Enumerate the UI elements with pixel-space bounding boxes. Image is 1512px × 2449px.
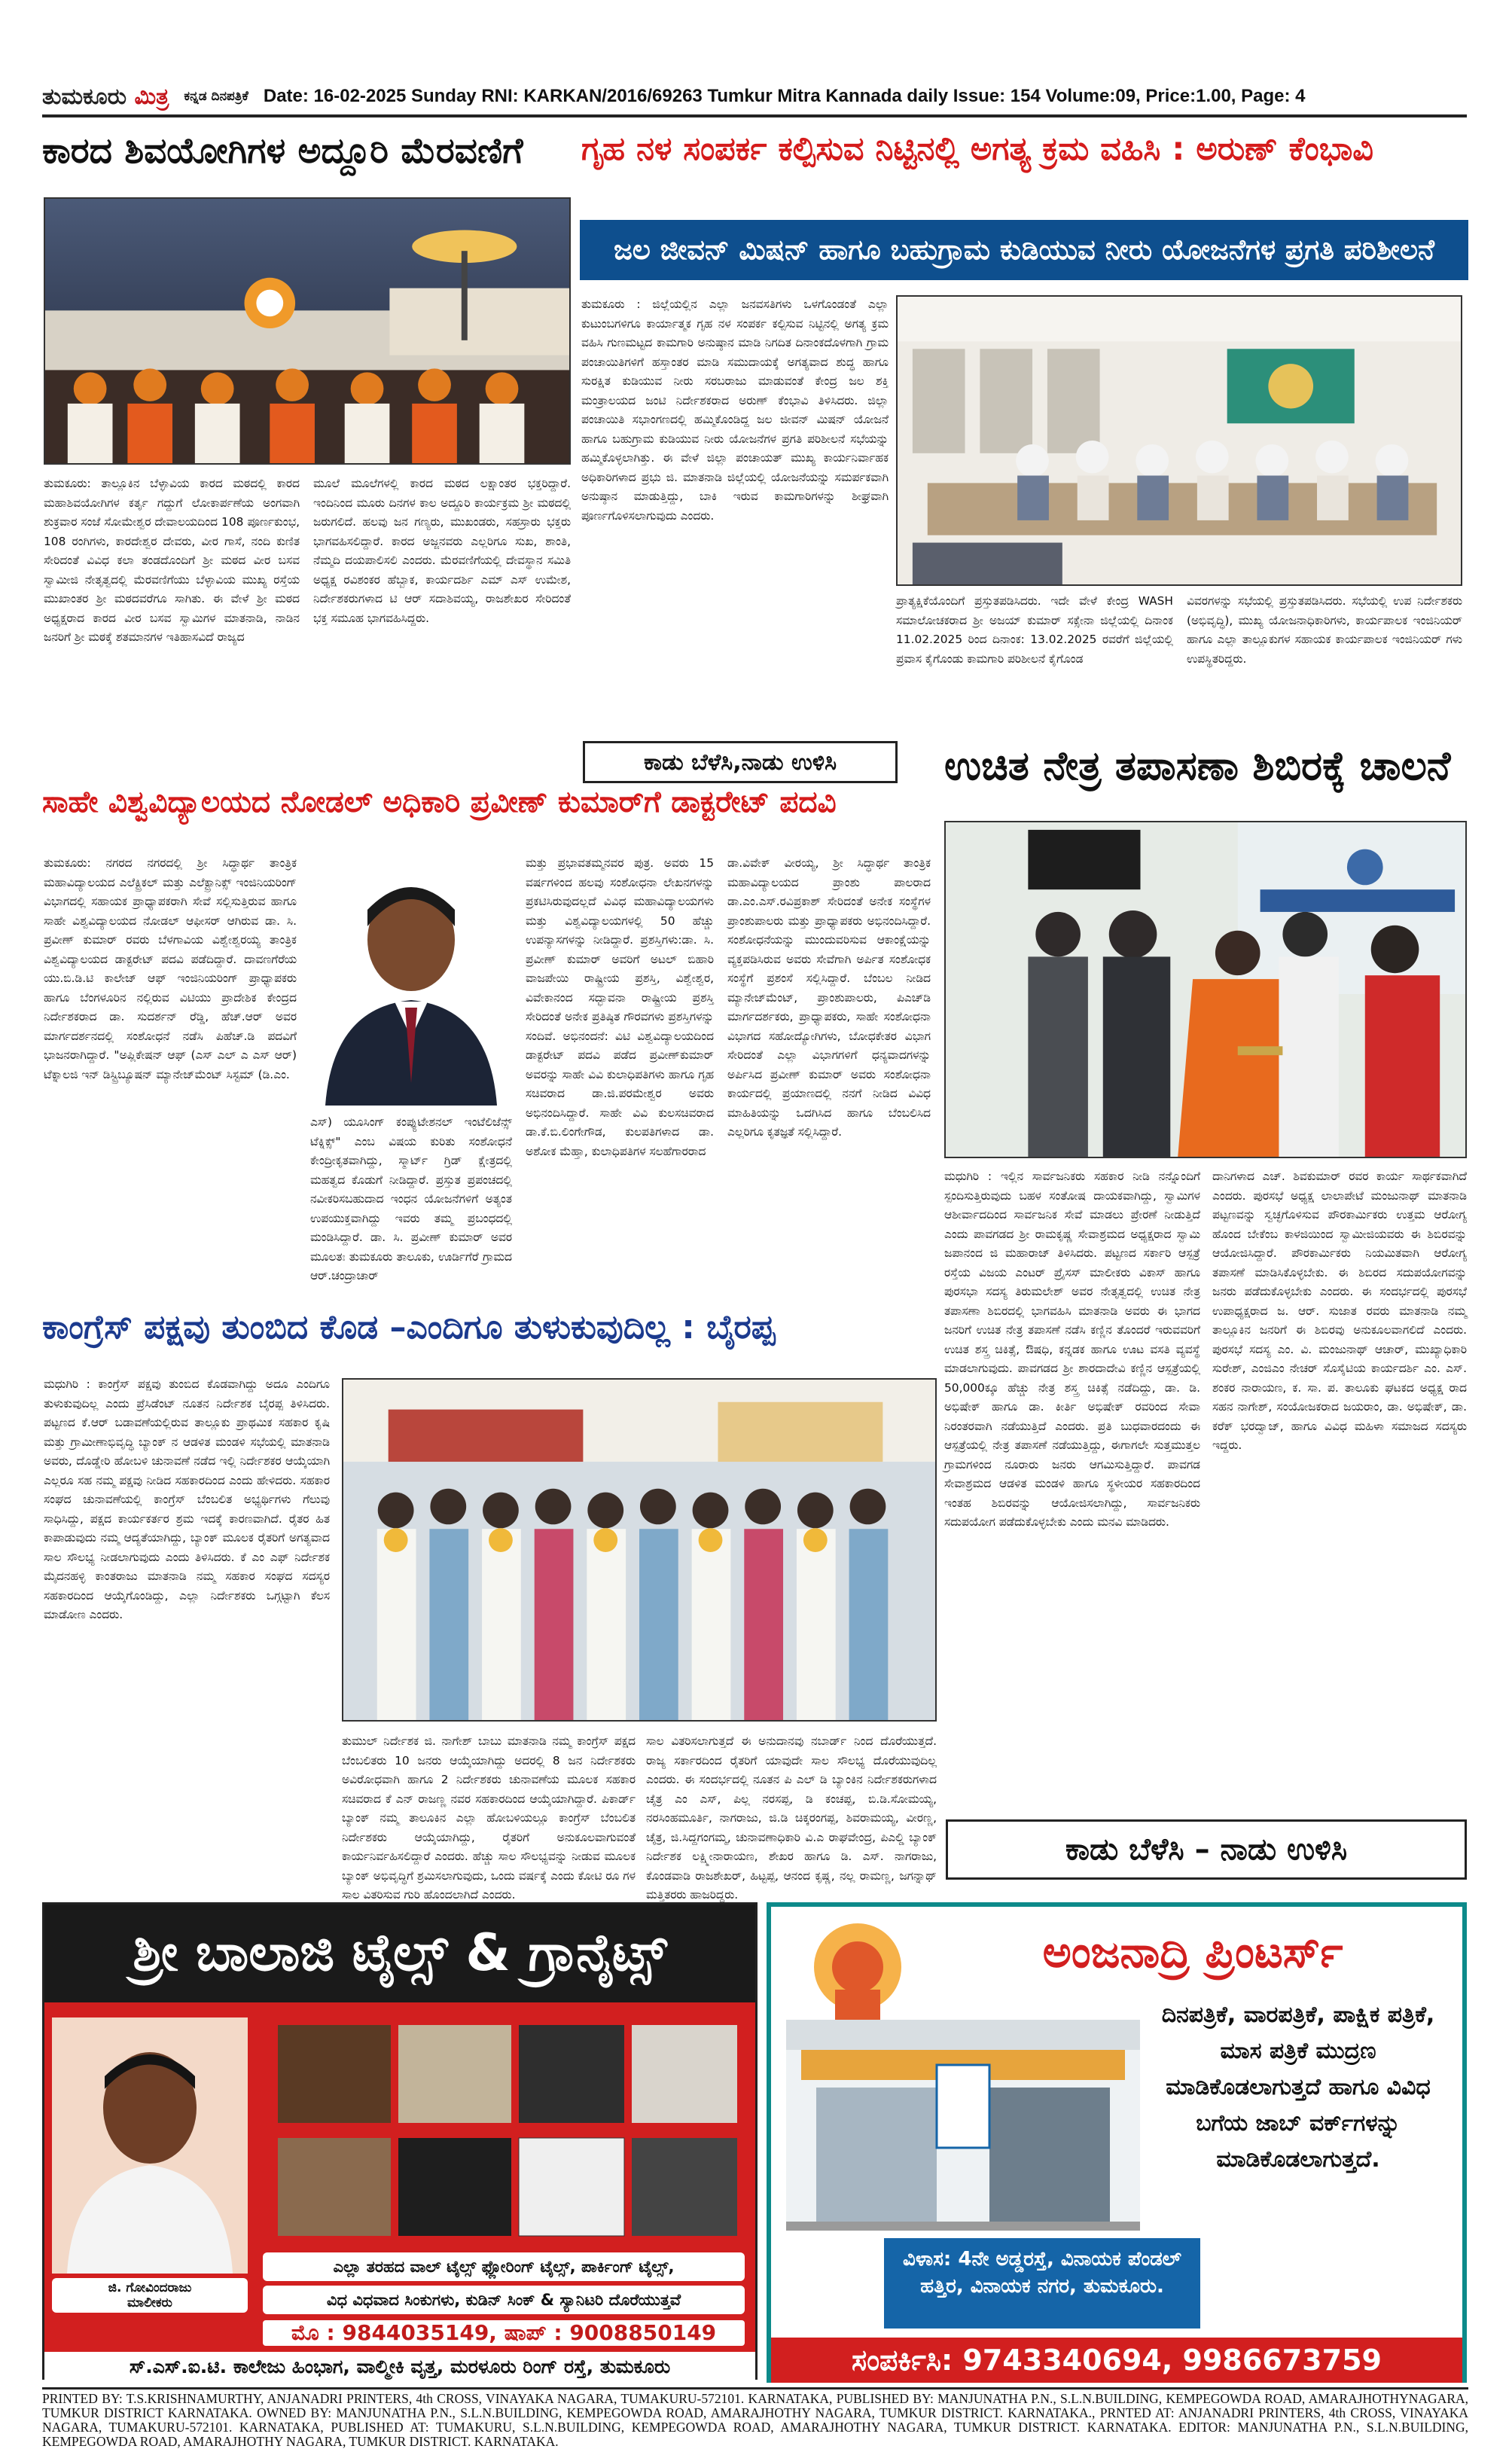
footer-imprint: PRINTED BY: T.S.KRISHNAMURTHY, ANJANADRI PRINTERS, 4th CROSS, VINAYAKA NAGARA, TUMAKURU-572101. KARNATAKA, PUBLISHED BY: MANJUNATHA P.N., S.L.N.BUILDING, KEMPEGOWDA ROAD, AMARAJHOTHYNAGARA, TUMKUR DISTRICT KARNATAKA. OWNED BY: MANJUNATHA P.N., S.L.N.BUILDING, KEMPEGOWDA ROAD, AMARAJHOTHY NAGARA, TUMKUR DISTRICT. KARNATAKA., PRNTED AT: ANJANADRI PRINTERS, 4th CROSS, VINAYAKA NAGARA, TUMAKURU-572101. KARNATAKA, PUBLISHED AT: TUMAKURU, S.L.N.BUILDING, KEMPEGOWDA ROAD, AMARAJHOTHY NAGARA, TUMKUR DISTRICT. KARNATAKA. EDITOR: MANJUNATHA P.N., S.L.N.BUILDING, KEMPEGOWDA ROAD, AMARAJHOTHY NAGARA, TUMKUR DISTRICT. KARNATAKA. (42, 2391, 1468, 2449)
story4-col3: ಮತ್ತು ಪ್ರಭಾವತಮ್ಮನವರ ಪುತ್ರ. ಅವರು 15 ವರ್ಷಗಳಿಂದ ಹಲವು ಸಂಶೋಧನಾ ಲೇಖನಗಳನ್ನು ಪ್ರಕಟಿಸಿರುವುದಲ್ಲದೆ ವಿವಿಧ ಮಹಾವಿದ್ಯಾಲಯಗಳು ಮತ್ತು ವಿಶ್ವವಿದ್ಯಾಲಯಗಳಲ್ಲಿ 50 ಹೆಚ್ಚು ಉಪನ್ಯಾಸಗಳನ್ನು ನೀಡಿದ್ದಾರೆ. ಪ್ರಶಸ್ತಿಗಳು:ಡಾ. ಸಿ. ಪ್ರವೀಣ್ ಕುಮಾರ್ ಅವರಿಗೆ ಅಟಲ್ ಬಿಹಾರಿ ವಾಜಪೇಯಿ ರಾಷ್ಟ್ರೀಯ ಪ್ರಶಸ್ತಿ, ವಿಶ್ವೇಶ್ವರ, ವಿವೇಕಾನಂದ ಸದ್ಭಾವನಾ ರಾಷ್ಟ್ರೀಯ ಪ್ರಶಸ್ತಿ ಸೇರಿದಂತೆ ಅನೇಕ ಪ್ರತಿಷ್ಠಿತ ಗೌರವಗಳು ಪ್ರಶಸ್ತಿಗಳನ್ನು ಸಂದಿವೆ. ಅಭಿನಂದನೆ: ವಿಟಿ ವಿಶ್ವವಿದ್ಯಾಲಯದಿಂದ ಡಾಕ್ಟರೇಟ್ ಪದವಿ ಪಡೆದ ಪ್ರವೀಣ್‌ಕುಮಾರ್ ಅವರನ್ನು ಸಾಹೇ ವಿವಿ ಕುಲಾಧಿಪತಿಗಳು ಹಾಗೂ ಗೃಹ ಸಚಿವರಾದ ಡಾ.ಜಿ.ಪರಮೇಶ್ವರ ಅವರು ಅಭಿನಂದಿಸಿದ್ದಾರೆ. ಸಾಹೇ ವಿವಿ ಕುಲಸಚಿವರಾದ ಡಾ.ಕೆ.ಬಿ.ಲಿಂಗೇಗೌಡ, ಕುಲಪತಿಗಳಾದ ಡಾ. ಅಶೋಕ ಮೆಹ್ತಾ, ಕುಲಾಧಿಪತಿಗಳ ಸಲಹೆಗಾರರಾದ (526, 856, 714, 1158)
ad-balaji-title: ಶ್ರೀ ಬಾಲಾಜಿ ಟೈಲ್ಸ್ & ಗ್ರಾನೈಟ್ಸ್ (44, 1905, 755, 2002)
ad-anjanadri-services: ದಿನಪತ್ರಿಕೆ, ವಾರಪತ್ರಿಕೆ, ಪಾಕ್ಷಿಕ ಪತ್ರಿಕೆ, ಮಾಸ ಪತ್ರಿಕೆ ಮುದ್ರಣ ಮಾಡಿಕೊಡಲಾಗುತ್ತದೆ ಹಾಗೂ ವಿವಿಧ ಬಗೆಯ ಜಾಬ್ ವರ್ಕ್‌ಗಳನ್ನು ಮಾಡಿಕೊಡಲಾಗುತ್ತದೆ. (1161, 2002, 1435, 2173)
story2-photo (896, 295, 1462, 586)
ad-balaji-address: ಸ್.ಎಸ್.ಐ.ಟಿ. ಕಾಲೇಜು ಹಿಂಭಾಗ, ವಾಲ್ಮೀಕಿ ವೃತ್ತ, ಮರಳೂರು ರಿಂಗ್ ರಸ್ತೆ, ತುಮಕೂರು (44, 2352, 755, 2382)
story4-col2: ಎಸ್) ಯೂಸಿಂಗ್ ಕಂಪ್ಯುಟೇಶನಲ್ ಇಂಟೆಲಿಜೆನ್ಸ್ ಟೆಕ್ನಿಕ್ಸ್" ಎಂಬ ವಿಷಯ ಕುರಿತು ಸಂಶೋಧನೆ ಕೇಂದ್ರೀಕೃತವಾಗಿದ್ದು, ಸ್ಮಾರ್ಟ್ ಗ್ರಿಡ್ ಕ್ಷೇತ್ರದಲ್ಲಿ ಮಹತ್ವದ ಕೊಡುಗೆ ನೀಡಿದ್ದಾರೆ. ಪ್ರಸ್ತುತ ಪ್ರಪಂಚದಲ್ಲಿ ನವೀಕರಿಸಬಹುದಾದ ಇಂಧನ ಯೋಜನೆಗಳಿಗೆ ಅತ್ಯಂತ ಉಪಯುಕ್ತವಾಗಿದ್ದು ಇವರು ತಮ್ಮ ಪ್ರಬಂಧದಲ್ಲಿ ಮಂಡಿಸಿದ್ದಾರೆ. ಡಾ. ಸಿ. ಪ್ರವೀಣ್ ಕುಮಾರ್ ಅವರ ಮೂಲತಃ ತುಮಕೂರು ತಾಲೂಕು, ಊರ್ಡಿಗೆರೆ ಗ್ರಾಮದ ಆರ್.ಚಂದ್ರಾಚಾರ್ (310, 1115, 512, 1282)
story4-portrait (310, 857, 512, 1106)
ad-balaji-line2: ವಿಧ ವಿಧವಾದ ಸಿಂಕುಗಳು, ಕುಡಿನ್ ಸಿಂಕ್ & ಸ್ಯಾನಿಟರಿ ದೊರೆಯುತ್ತವೆ (263, 2286, 745, 2314)
masthead-subtitle: ಕನ್ನಡ ದಿನಪತ್ರಿಕೆ (184, 89, 248, 104)
masthead-logo: ತುಮಕೂರು ಮಿತ್ರ (42, 83, 169, 110)
story5-photo (342, 1378, 937, 1722)
story1-photo (44, 197, 571, 465)
story5-col3: ಸಾಲ ವಿತರಿಸಲಾಗುತ್ತದೆ ಈ ಅನುದಾನವು ನಬಾರ್ಡ್ ನಿಂದ ದೊರೆಯುತ್ತದೆ. ರಾಜ್ಯ ಸರ್ಕಾರದಿಂದ ರೈತರಿಗೆ ಯಾವುದೇ ಸಾಲ ಸೌಲಭ್ಯ ದೊರೆಯುವುದಿಲ್ಲ ಎಂದರು. ಈ ಸಂದರ್ಭದಲ್ಲಿ ನೂತನ ಪಿ ಎಲ್ ಡಿ ಬ್ಯಾಂಕಿನ ನಿರ್ದೇಶಕರುಗಳಾದ ಚೈತ್ರ ಎಂ ಎಸ್, ಪಿಲ್ಲ ನರಸಪ್ಪ, ಡಿ ಕಂಚಪ್ಪ, ಬಿ.ಡಿ.ಸೋಮಯ್ಯ, ನರಸಿಂಹಮೂರ್ತಿ, ನಾಗರಾಜು, ಜಿ.ಡಿ ಚಿಕ್ಕರಂಗಪ್ಪ, ಶಿವರಾಮಯ್ಯ, ವೀರಣ್ಣ, ಚೈತ್ರ, ಜಿ.ಸಿದ್ದಗಂಗಮ್ಮ, ಚುನಾವಣಾಧಿಕಾರಿ ವಿ.ಎ ರಾಘವೇಂದ್ರ, ಪಿಎಲ್ಡಿ ಬ್ಯಾಂಕ್ ನಿರ್ದೇಶಕ ಲಕ್ಷ್ಮೀನಾರಾಯಣ, ಶೇಖರ ಹಾಗೂ ಡಿ. ಎಸ್. ನಾಗರಾಜು, ಕೊಂಡವಾಡಿ ರಾಜಶೇಖರ್, ಹಿಟ್ಟಪ್ಪ, ಆನಂದ ಕೃಷ್ಣ, ನಲ್ಲ ರಾಮಣ್ಣ, ಜಗನ್ನಾಥ್ ಮತ್ತಿತರರು ಹಾಜರಿದ್ದರು. (646, 1734, 937, 1902)
ad-balaji-owner-name-text: ಜಿ. ಗೋವಿಂದರಾಜು (108, 2280, 192, 2295)
story1-body-right: ಮೂಲೆ ಮೂಲೆಗಳಲ್ಲಿ ಕಾರದ ಮಠದ ಲಕ್ಷಾಂತರ ಭಕ್ತರಿದ್ದಾರೆ. ಇಂದಿನಿಂದ ಮೂರು ದಿನಗಳ ಕಾಲ ಅದ್ದೂರಿ ಕಾರ್ಯಕ್ರಮ ಶ್ರೀ ಮಠದಲ್ಲಿ ಜರುಗಲಿದೆ. ಹಲವು ಜನ ಗಣ್ಯರು, ಮುಖಂಡರು, ಸಹಸ್ರಾರು ಭಕ್ತರು ಭಾಗವಹಿಸಲಿದ್ದಾರೆ. ಕಾರದ ಅಜ್ಜನವರು ಎಲ್ಲರಿಗೂ ಸುಖ, ಶಾಂತಿ, ನೆಮ್ಮದಿ ದಯಪಾಲಿಸಲಿ ಎಂದರು. ಮೆರವಣಿಗೆಯಲ್ಲಿ ದೇವಸ್ಥಾನ ಸಮಿತಿ ಅಧ್ಯಕ್ಷ ರವಿಶಂಕರ ಹೆಬ್ಬಾಕ, ಕಾರ್ಯದರ್ಶಿ ಎಮ್ ಎಸ್ ಉಮೇಶ, ನಿರ್ದೇಶಕರುಗಳಾದ ಟಿ ಆರ್ ಸದಾಶಿವಯ್ಯ, ರಾಜಶೇಖರ ಸೇರಿದಂತೆ ಭಕ್ತ ಸಮೂಹ ಭಾಗವಹಿಸಿದ್ದರು. (313, 477, 571, 625)
ad-anjanadri-shop-photo (786, 2020, 1140, 2231)
story2-headline: ಗೃಹ ನಳ ಸಂಪರ್ಕ ಕಲ್ಪಿಸುವ ನಿಟ್ಟಿನಲ್ಲಿ ಅಗತ್ಯ ಕ್ರಮ ವಹಿಸಿ : ಅರುಣ್ ಕೆಂಭಾವಿ (581, 130, 1374, 168)
story4-headline: ಸಾಹೇ ವಿಶ್ವವಿದ್ಯಾಲಯದ ನೋಡಲ್ ಅಧಿಕಾರಿ ಪ್ರವೀಣ್ ಕುಮಾರ್‌ಗೆ ಡಾಕ್ಟರೇಟ್ ಪದವಿ (42, 785, 837, 819)
ad-balaji-products (270, 2017, 745, 2243)
ad-balaji-owner-photo (52, 2017, 248, 2274)
story3-body-left: ಮಧುಗಿರಿ : ಇಲ್ಲಿನ ಸಾರ್ವಜನಿಕರು ಸಹಕಾರ ನೀಡಿ ನನ್ನೊಂದಿಗೆ ಸ್ಪಂದಿಸುತ್ತಿರುವುದು ಬಹಳ ಸಂತೋಷ ದಾಯಕವಾಗಿದ್ದು, ಸ್ವಾಮಿಗಳ ಆಶೀರ್ವಾದದಿಂದ ಸಾರ್ವಜನಿಕ ಸೇವೆ ಮಾಡಲು ಪ್ರೇರಣೆ ನೀಡುತ್ತಿದೆ ಎಂದು ಪಾವಗಡದ ಶ್ರೀ ರಾಮಕೃಷ್ಣ ಸೇವಾಶ್ರಮದ ಅಧ್ಯಕ್ಷರಾದ ಸ್ವಾಮಿ ಜಪಾನಂದ ಜಿ ಮಹಾರಾಜ್ ತಿಳಿಸಿದರು. ಪಟ್ಟಣದ ಸರ್ಕಾರಿ ಆಸ್ಪತ್ರೆ ರಸ್ತೆಯ ವಿಜಯ ಎಂಟರ್ ಪ್ರೈಸಸ್ ಮಾಲೀಕರು ವಿಕಾಸ್ ಹಾಗೂ ಪುರಸಭಾ ಸದಸ್ಯ ತಿರುಮಲೇಶ್ ಅವರ ನೇತೃತ್ವದಲ್ಲಿ ಉಚಿತ ನೇತ್ರ ತಪಾಸಣಾ ಶಿಬಿರದಲ್ಲಿ ಭಾಗವಹಿಸಿ ಮಾತನಾಡಿ ಅವರು ಈ ಭಾಗದ ಜನರಿಗೆ ಉಚಿತ ನೇತ್ರ ತಪಾಸಣೆ ನಡೆಸಿ ಕಣ್ಣಿನ ತೊಂದರೆ ಇರುವವರಿಗೆ ಉಚಿತ ಶಸ್ತ್ರ ಚಿಕಿತ್ಸೆ, ಔಷಧಿ, ಕನ್ನಡಕ ಹಾಗೂ ಊಟ ವಸತಿ ವ್ಯವಸ್ಥೆ ಮಾಡಲಾಗುವುದು. ಪಾವಗಡದ ಶ್ರೀ ಶಾರದಾದೇವಿ ಕಣ್ಣಿನ ಆಸ್ಪತ್ರೆಯಲ್ಲಿ 50,000ಕ್ಕೂ ಹೆಚ್ಚು ನೇತ್ರ ಶಸ್ತ್ರ ಚಿಕಿತ್ಸೆ ನಡೆದಿದ್ದು, ಡಾ. ಡಿ. ಅಭಿಷೇಕ್ ಹಾಗೂ ಡಾ. ಕೀರ್ತಿ ಅಭಿಷೇಕ್ ರವರಿಂದ ಸೇವಾ ನಿರಂತರವಾಗಿ ನಡೆಯುತ್ತಿದೆ ಎಂದರು. ಪ್ರತಿ ಬುಧವಾರದಂದು ಈ ಆಸ್ಪತ್ರೆಯಲ್ಲಿ ನೇತ್ರ ತಪಾಸಣೆ ನಡೆಯುತ್ತಿದ್ದು, ಈಗಾಗಲೇ ಸುತ್ತಮುತ್ತಲ ಗ್ರಾಮಗಳಿಂದ ನೂರಾರು ಜನರು ಆಗಮಿಸುತ್ತಿದ್ದಾರೆ. ಪಾವಗಡ ಸೇವಾಶ್ರಮದ ಆಡಳಿತ ಮಂಡಳಿ ಹಾಗೂ ಸ್ಥಳೀಯರ ಸಹಕಾರದಿಂದ ಇಂತಹ ಶಿಬಿರವನ್ನು ಆಯೋಜಿಸಲಾಗಿದ್ದು, ಸಾರ್ವಜನಿಕರು ಸದುಪಯೋಗ ಪಡೆದುಕೊಳ್ಳಬೇಕು ಎಂದು ಮನವಿ ಮಾಡಿದರು. (944, 1170, 1200, 1529)
story5-col2: ತುಮುಲ್ ನಿರ್ದೇಶಕ ಜಿ. ನಾಗೇಶ್ ಬಾಬು ಮಾತನಾಡಿ ನಮ್ಮ ಕಾಂಗ್ರೆಸ್ ಪಕ್ಷದ ಬೆಂಬಲಿತರು 10 ಜನರು ಆಯ್ಕೆಯಾಗಿದ್ದು ಅದರಲ್ಲಿ 8 ಜನ ನಿರ್ದೇಶಕರು ಅವಿರೋಧವಾಗಿ ಹಾಗೂ 2 ನಿರ್ದೇಶಕರು ಚುನಾವಣೆಯ ಮೂಲಕ ಸಹಕಾರ ಸಚಿವರಾದ ಕೆ ಎನ್ ರಾಜಣ್ಣ ನವರ ಸಹಕಾರದಿಂದ ಆಯ್ಕೆಯಾಗಿದ್ದಾರೆ. ಪಿಕಾರ್ಡ್ ಬ್ಯಾಂಕ್ ನಮ್ಮ ತಾಲೂಕಿನ ಎಲ್ಲಾ ಹೋಬಳಿಯಲ್ಲೂ ಕಾಂಗ್ರೆಸ್ ಬೆಂಬಲಿತ ನಿರ್ದೇಶಕರು ಆಯ್ಕೆಯಾಗಿದ್ದು, ರೈತರಿಗೆ ಅನುಕೂಲವಾಗುವಂತೆ ಕಾರ್ಯನಿರ್ವಹಿಸಲಿದ್ದಾರೆ ಎಂದರು. ಹೆಚ್ಚು ಸಾಲ ಸೌಲಭ್ಯವನ್ನು ನೀಡುವ ಮೂಲಕ ಬ್ಯಾಂಕ್ ಅಭಿವೃದ್ಧಿಗೆ ಶ್ರಮಿಸಲಾಗುವುದು, ಒಂದು ವರ್ಷಕ್ಕೆ ಎಂದು ಕೋಟಿ ರೂ ಗಳ ಸಾಲ ವಿತರಿಸುವ ಗುರಿ ಹೊಂದಲಾಗಿದೆ ಎಂದರು. (342, 1734, 636, 1902)
ad-anjanadri-contact: ಸಂಪರ್ಕಿಸಿ: 9743340694, 9986673759 (771, 2338, 1462, 2383)
ad-balaji-tiles (42, 1902, 758, 2380)
masthead (42, 78, 1467, 117)
story2-subhead: ಜಲ ಜೀವನ್ ಮಿಷನ್ ಹಾಗೂ ಬಹುಗ್ರಾಮ ಕುಡಿಯುವ ನೀರು ಯೋಜನೆಗಳ ಪ್ರಗತಿ ಪರಿಶೀಲನೆ (580, 220, 1468, 280)
story2-body-mid: ಪ್ರಾತ್ಯಕ್ಷಿಕೆಯೊಂದಿಗೆ ಪ್ರಸ್ತುತಪಡಿಸಿದರು. ಇದೇ ವೇಳೆ ಕೇಂದ್ರ WASH ಸಮಾಲೋಚಕರಾದ ಶ್ರೀ ಅಜಯ್ ಕುಮಾರ್ ಸಕ್ಸೇನಾ ಜಿಲ್ಲೆಯಲ್ಲಿ ದಿನಾಂಕ 11.02.2025 ರಿಂದ ದಿನಾಂಕ: 13.02.2025 ರವರೆಗೆ ಜಿಲ್ಲೆಯಲ್ಲಿ ಪ್ರವಾಸ ಕೈಗೊಂಡು ಕಾಮಗಾರಿ ಪರಿಶೀಲನೆ ಕೈಗೊಂಡ (896, 594, 1173, 666)
ad-balaji-owner-role: ಮಾಲೀಕರು (127, 2295, 172, 2310)
story5-col1: ಮಧುಗಿರಿ : ಕಾಂಗ್ರೆಸ್ ಪಕ್ಷವು ತುಂಬಿದ ಕೊಡವಾಗಿದ್ದು ಅದೂ ಎಂದಿಗೂ ತುಳುಕುವುದಿಲ್ಲ ಎಂದು ಪ್ರೆಸಿಡೆಂಟ್ ನೂತನ ನಿರ್ದೇಶಕ ಬೈರಪ್ಪ ತಿಳಿಸಿದರು. ಪಟ್ಟಣದ ಕೆ.ಆರ್ ಬಡಾವಣೆಯಲ್ಲಿರುವ ತಾಲ್ಲೂಕು ಪ್ರಾಥಮಿಕ ಸಹಕಾರ ಕೃಷಿ ಮತ್ತು ಗ್ರಾಮೀಣಾಭಿವೃದ್ಧಿ ಬ್ಯಾಂಕ್ ನ ಆಡಳಿತ ಮಂಡಳಿ ಸಭೆಯಲ್ಲಿ ಮಾತನಾಡಿ ಅವರು, ದೊಡ್ಡೇರಿ ಹೋಬಳಿ ಚುನಾವಣೆ ನಡೆದ ಇಲ್ಲಿ ನಿರ್ದೇಶಕರ ಆಯ್ಕೆಯಾಗಿ ಎಲ್ಲರೂ ಸಹ ನಮ್ಮ ಪಕ್ಷವು ನೀಡಿದ ಸಹಕಾರದಿಂದ ಎಂದು ಹೇಳಿದರು. ಸಹಕಾರ ಸಂಘದ ಚುನಾವಣೆಯಲ್ಲಿ ಕಾಂಗ್ರೆಸ್ ಬೆಂಬಲಿತ ಅಭ್ಯರ್ಥಿಗಳು ಗೆಲುವು ಸಾಧಿಸಿದ್ದು, ಪಕ್ಷದ ಕಾರ್ಯಕರ್ತರ ಶ್ರಮ ಇದಕ್ಕೆ ಕಾರಣವಾಗಿದೆ. ರೈತರ ಹಿತ ಕಾಪಾಡುವುದು ನಮ್ಮ ಆದ್ಯತೆಯಾಗಿದ್ದು, ಬ್ಯಾಂಕ್ ಮೂಲಕ ರೈತರಿಗೆ ಅಗತ್ಯವಾದ ಸಾಲ ಸೌಲಭ್ಯ ನೀಡಲಾಗುವುದು ಎಂದು ತಿಳಿಸಿದರು. ಕೆ ಎಂ ಎಫ್ ನಿರ್ದೇಶಕ ಮೈದನಹಳ್ಳಿ ಕಾಂತರಾಜು ಮಾತನಾಡಿ ನಮ್ಮ ಸಹಕಾರ ಸಂಘದ ಸದಸ್ಯರ ಸಹಕಾರದಿಂದ ಆಯ್ಕೆಗೊಂಡಿದ್ದು, ಎಲ್ಲಾ ನಿರ್ದೇಶಕರು ಒಗ್ಗಟ್ಟಾಗಿ ಕೆಲಸ ಮಾಡೋಣ ಎಂದರು. (44, 1377, 330, 1621)
story1-headline: ಕಾರದ ಶಿವಯೋಗಿಗಳ ಅದ್ದೂರಿ ಮೆರವಣಿಗೆ (42, 130, 523, 172)
story2-body-right: ವಿವರಗಳನ್ನು ಸಭೆಯಲ್ಲಿ ಪ್ರಸ್ತುತಪಡಿಸಿದರು. ಸಭೆಯಲ್ಲಿ ಉಪ ನಿರ್ದೇಶಕರು (ಅಭಿವೃದ್ಧಿ), ಮುಖ್ಯ ಯೋಜನಾಧಿಕಾರಿಗಳು, ಕಾರ್ಯಪಾಲಕ ಇಂಜಿನಿಯರ್ ಹಾಗೂ ಎಲ್ಲಾ ತಾಲ್ಲೂಕುಗಳ ಸಹಾಯಕ ಕಾರ್ಯಪಾಲಕ ಇಂಜಿನಿಯರ್ ಗಳು ಉಪಸ್ಥಿತರಿದ್ದರು. (1187, 594, 1462, 666)
ad-anjanadri-location: ವಿಳಾಸ: 4ನೇ ಅಡ್ಡರಸ್ತೆ, ವಿನಾಯಕ ಪೆಂಡಲ್ ಹತ್ತಿರ, ವಿನಾಯಕ ನಗರ, ತುಮಕೂರು. (884, 2238, 1200, 2329)
ad-anjanadri-printers (767, 1902, 1467, 2383)
story2-body-left: ತುಮಕೂರು : ಜಿಲ್ಲೆಯಲ್ಲಿನ ಎಲ್ಲಾ ಜನವಸತಿಗಳು ಒಳಗೊಂಡಂತೆ ಎಲ್ಲಾ ಕುಟುಂಬಗಳಿಗೂ ಕಾರ್ಯಾತ್ಮಕ ಗೃಹ ನಳ ಸಂಪರ್ಕ ಕಲ್ಪಿಸುವ ನಿಟ್ಟಿನಲ್ಲಿ ಅಗತ್ಯ ಕ್ರಮ ವಹಿಸಿ ಗುಣಮಟ್ಟದ ಕಾಮಗಾರಿ ಅನುಷ್ಠಾನ ಮಾಡಿ ನಿಗದಿತ ದಿನಾಂಕದೊಳಗಾಗಿ ಗ್ರಾಮ ಪಂಚಾಯಿತಿಗಳಿಗೆ ಹಸ್ತಾಂತರ ಮಾಡಿ ಸಮುದಾಯಕ್ಕೆ ಅಗತ್ಯವಾದ ಶುದ್ಧ ಹಾಗೂ ಸುರಕ್ಷಿತ ಕುಡಿಯುವ ನೀರು ಸರಬರಾಜು ಮಾಡುವಂತೆ ಕೇಂದ್ರ ಜಲ ಶಕ್ತಿ ಮಂತ್ರಾಲಯದ ಜಂಟಿ ನಿರ್ದೇಶಕರಾದ ಅರುಣ್ ಕೆಂಭಾವಿ ತಿಳಿಸಿದರು. ಜಿಲ್ಲಾ ಪಂಚಾಯಿತಿ ಸಭಾಂಗಣದಲ್ಲಿ ಹಮ್ಮಿಕೊಂಡಿದ್ದ ಜಲ ಜೀವನ್ ಮಿಷನ್ ಯೋಜನೆ ಹಾಗೂ ಬಹುಗ್ರಾಮ ಕುಡಿಯುವ ನೀರು ಯೋಜನೆಗಳ ಪ್ರಗತಿ ಪರಿಶೀಲನೆ ಸಭೆಯನ್ನು ಹಮ್ಮಿಕೊಳ್ಳಲಾಗಿತ್ತು. ಈ ವೇಳೆ ಜಿಲ್ಲಾ ಪಂಚಾಯತ್ ಮುಖ್ಯ ಕಾರ್ಯನಿರ್ವಾಹಕ ಅಧಿಕಾರಿಗಳಾದ ಪ್ರಭು ಜಿ. ಮಾತನಾಡಿ ಜಿಲ್ಲೆಯಲ್ಲಿ ಯೋಜನೆಯನ್ನು ಸಮರ್ಪಕವಾಗಿ ಅನುಷ್ಠಾನ ಮಾಡುತ್ತಿದ್ದು, ಬಾಕಿ ಇರುವ ಕಾಮಗಾರಿಗಳನ್ನು ಶೀಘ್ರವಾಗಿ ಪೂರ್ಣಗೊಳಿಸಲಾಗುವುದು ಎಂದರು. (581, 297, 889, 523)
story5-headline: ಕಾಂಗ್ರೆಸ್ ಪಕ್ಷವು ತುಂಬಿದ ಕೊಡ –ಎಂದಿಗೂ ತುಳುಕುವುದಿಲ್ಲ : ಬೈರಪ್ಪ (42, 1308, 776, 1346)
footer-rule (42, 2387, 1468, 2390)
story3-body-right: ದಾನಿಗಳಾದ ಎಚ್. ಶಿವಕುಮಾರ್ ರವರ ಕಾರ್ಯ ಸಾರ್ಥಕವಾಗಿದೆ ಎಂದರು. ಪುರಸಭೆ ಅಧ್ಯಕ್ಷ ಲಾಲಾಪೇಟೆ ಮಂಜುನಾಥ್ ಮಾತನಾಡಿ ಪಟ್ಟಣವನ್ನು ಸ್ವಚ್ಛಗೊಳಿಸುವ ಪೌರಕಾರ್ಮಿಕರು ಉತ್ತಮ ಆರೋಗ್ಯ ಹೊಂದ ಬೇಕೆಂಬ ಕಾಳಜಿಯಿಂದ ಸ್ವಾಮೀಜಿಯವರು ಈ ಶಿಬಿರವನ್ನು ಆಯೋಜಿಸಿದ್ದಾರೆ. ಪೌರಕಾರ್ಮಿಕರು ನಿಯಮಿತವಾಗಿ ಆರೋಗ್ಯ ತಪಾಸಣೆ ಮಾಡಿಸಿಕೊಳ್ಳಬೇಕು. ಈ ಶಿಬಿರದ ಸದುಪಯೋಗವನ್ನು ಜನರು ಪಡೆದುಕೊಳ್ಳಬೇಕು ಎಂದರು. ಈ ಸಂದರ್ಭದಲ್ಲಿ ಪುರಸಭೆ ಉಪಾಧ್ಯಕ್ಷರಾದ ಜ. ಆರ್. ಸುಜಾತ ರವರು ಮಾತನಾಡಿ ನಮ್ಮ ತಾಲ್ಲೂಕಿನ ಜನರಿಗೆ ಈ ಶಿಬಿರವು ಅನುಕೂಲವಾಗಲಿದೆ ಎಂದರು. ಪುರಸಭೆ ಸದಸ್ಯ ಎಂ. ವಿ. ಮಂಜುನಾಥ್ ಆಚಾರ್, ಮುಖ್ಯಾಧಿಕಾರಿ ಸುರೇಶ್, ಎಂಜಿಎಂ ನೇಚರ್ ಸೊಸೈಟಿಯ ಕಾರ್ಯದರ್ಶಿ ಎಂ. ಎಸ್. ಶಂಕರ ನಾರಾಯಣ, ಕ. ಸಾ. ಪ. ತಾಲೂಕು ಘಟಕದ ಅಧ್ಯಕ್ಷ ರಾದ ಸಹನ ನಾಗೇಶ್, ಸಂಯೋಜಕರಾದ ಜಯರಾಂ, ಡಾ. ಅಭಿಷೇಕ್, ಡಾ. ಕರೆಕ್ ಭರದ್ವಾಜ್, ಹಾಗೂ ವಿವಿಧ ಮಹಿಳಾ ಸಮಾಜದ ಸದಸ್ಯರು ಇದ್ದರು. (1212, 1170, 1467, 1452)
story1-body-left: ತುಮಕೂರು: ತಾಲ್ಲೂಕಿನ ಬೆಳ್ಳಾವಿಯ ಕಾರದ ಮಠದಲ್ಲಿ ಕಾರದ ಮಹಾಶಿವಯೋಗಿಗಳ ಕರ್ತೃ ಗದ್ದುಗೆ ಲೋಕಾರ್ಪಣೆಯ ಅಂಗವಾಗಿ ಶುಕ್ರವಾರ ಸಂಜೆ ಸೋಮೇಶ್ವರ ದೇವಾಲಯದಿಂದ 108 ಪೂರ್ಣಕುಂಭ, 108 ರಂಗಿಗಳು, ಕಾರದೇಶ್ವರ ದೇವರು, ವೀರ ಗಾಸೆ, ನಂದಿ ಕುಣಿತ ಸೇರಿದಂತೆ ವಿವಿಧ ಕಲಾ ತಂಡದೊಂದಿಗೆ ಶ್ರೀ ಮಠದ ವೀರ ಬಸವ ಸ್ವಾಮೀಜಿ ನೇತೃತ್ವದಲ್ಲಿ ಮೆರವಣಿಗೆಯು ಬೆಳ್ಳಾವಿಯ ಮುಖ್ಯ ರಸ್ತೆಯ ಮುಖಾಂತರ ಶ್ರೀ ಮಠದವರೆಗೂ ಸಾಗಿತು. ಈ ವೇಳೆ ಶ್ರೀ ಮಠದ ಅಧ್ಯಕ್ಷರಾದ ಕಾರದ ವೀರ ಬಸವ ಸ್ವಾಮಿಗಳ ಮಾತನಾಡಿ, ನಾಡಿನ ಜನರಿಗೆ ಶ್ರೀ ಮಠಕ್ಕೆ ಶತಮಾನಗಳ ಇತಿಹಾಸವಿದೆ ರಾಜ್ಯದ (44, 477, 300, 644)
story3-photo (944, 821, 1467, 1158)
masthead-info: Date: 16-02-2025 Sunday RNI: KARKAN/2016/69263 Tumkur Mitra Kannada daily Issue: 154 Volume:09, Price:1.00, Page: 4 (263, 86, 1306, 106)
story4-col1: ತುಮಕೂರು: ನಗರದ ನಗರದಲ್ಲಿ ಶ್ರೀ ಸಿದ್ಧಾರ್ಥ ತಾಂತ್ರಿಕ ಮಹಾವಿದ್ಯಾಲಯದ ಎಲೆಕ್ಟ್ರಿಕಲ್ ಮತ್ತು ಎಲೆಕ್ಟ್ರಾನಿಕ್ಸ್ ಇಂಜಿನಿಯರಿಂಗ್ ವಿಭಾಗದಲ್ಲಿ ಸಹಾಯಕ ಪ್ರಾಧ್ಯಾಪಕರಾಗಿ ಸೇವೆ ಸಲ್ಲಿಸುತ್ತಿರುವ ಹಾಗೂ ಸಾಹೇ ವಿಶ್ವವಿದ್ಯಾಲಯದ ನೋಡಲ್ ಆಫೀಸರ್ ಆಗಿರುವ ಡಾ. ಸಿ. ಪ್ರವೀಣ್ ಕುಮಾರ್ ರವರು ಬೆಳಗಾವಿಯ ವಿಶ್ವೇಶ್ವರಯ್ಯ ತಾಂತ್ರಿಕ ವಿಶ್ವವಿದ್ಯಾಲಯದ ಡಾಕ್ಟರೇಟ್ ಪದವಿ ಪಡೆದಿದ್ದಾರೆ. ದಾವಣಗೆರೆಯ ಯು.ಬಿ.ಡಿ.ಟಿ ಕಾಲೇಜ್ ಆಫ್ ಇಂಜಿನಿಯರಿಂಗ್ ಪ್ರಾಧ್ಯಾಪಕರು ಹಾಗೂ ಬೆಂಗಳೂರಿನ ನಲ್ಲಿರುವ ವಿಟಿಯು ಪ್ರಾದೇಶಿಕ ಕೇಂದ್ರದ ನಿರ್ದೇಶಕರಾದ ಡಾ. ಸುದರ್ಶನ್ ರೆಡ್ಡಿ, ಹೆಚ್.ಆರ್ ಅವರ ಮಾರ್ಗದರ್ಶನದಲ್ಲಿ ಸಂಶೋಧನೆ ನಡೆಸಿ ಪಿಹೆಚ್.ಡಿ ಪದವಿಗೆ ಭಾಜನರಾಗಿದ್ದಾರೆ. "ಅಪ್ಲಿಕೇಷನ್ ಆಫ್ (ಎಸ್ ಎಲ್ ಎ ಎಸ್ ಆರ್) ಟೆಕ್ನಾಲಜಿ ಇನ್ ಡಿಸ್ಟ್ರಿಬ್ಯೂಷನ್ ಮ್ಯಾನೇಜ್‌ಮೆಂಟ್ ಸಿಸ್ಟಮ್ (ಡಿ.ಎಂ. (44, 856, 297, 1081)
story4-col4: ಡಾ.ವಿವೇಕ್ ವೀರಯ್ಯ, ಶ್ರೀ ಸಿದ್ಧಾರ್ಥ ತಾಂತ್ರಿಕ ಮಹಾವಿದ್ಯಾಲಯದ ಪ್ರಾಂಶು ಪಾಲರಾದ ಡಾ.ಎಂ.ಎಸ್.ರವಿಪ್ರಕಾಶ್ ಸೇರಿದಂತೆ ಅನೇಕ ಸಂಸ್ಥೆಗಳ ಪ್ರಾಂಶುಪಾಲರು ಮತ್ತು ಪ್ರಾಧ್ಯಾಪಕರು ಅಭಿನಂದಿಸಿದ್ದಾರೆ. ಸಂಶೋಧನೆಯನ್ನು ಮುಂದುವರಿಸುವ ಆಕಾಂಕ್ಷೆಯನ್ನು ವ್ಯಕ್ತಪಡಿಸಿರುವ ಅವರು ಸೇವೆಗಾಗಿ ಅರ್ಪಿತ ಸಂಶೋಧಕ ಸಂಸ್ಥೆಗೆ ಪ್ರಶಂಸೆ ಸಲ್ಲಿಸಿದ್ದಾರೆ. ಬೆಂಬಲ ನೀಡಿದ ಮ್ಯಾನೇಜ್‌ಮೆಂಟ್, ಪ್ರಾಂಶುಪಾಲರು, ಪಿಎಚ್‌ಡಿ ಮಾರ್ಗದರ್ಶಕರು, ಪ್ರಾಧ್ಯಾಪಕರು, ಸಾಹೇ ಸಂಶೋಧನಾ ವಿಭಾಗದ ಸಹೋದ್ಯೋಗಿಗಳು, ಬೋಧಕೇತರ ವಿಭಾಗ ಸೇರಿದಂತೆ ಎಲ್ಲಾ ವಿಭಾಗಗಳಿಗೆ ಧನ್ಯವಾದಗಳನ್ನು ಅರ್ಪಿಸಿದ ಪ್ರವೀಣ್ ಕುಮಾರ್ ಅವರು ಸಂಶೋಧನಾ ಕಾರ್ಯದಲ್ಲಿ ಪ್ರಯಾಣದಲ್ಲಿ ನನಗೆ ನೀಡಿದ ವಿವಿಧ ಮಾಹಿತಿಯನ್ನು ಒದಗಿಸಿದ ಹಾಗೂ ಬೆಂಬಲಿಸಿದ ಎಲ್ಲರಿಗೂ ಕೃತಜ್ಞತೆ ಸಲ್ಲಿಸಿದ್ದಾರೆ. (727, 856, 931, 1139)
slogan-top: ಕಾಡು ಬೆಳೆಸಿ,ನಾಡು ಉಳಿಸಿ (583, 741, 898, 783)
story3-headline: ಉಚಿತ ನೇತ್ರ ತಪಾಸಣಾ ಶಿಬಿರಕ್ಕೆ ಚಾಲನೆ (944, 743, 1451, 789)
ad-balaji-line1: ಎಲ್ಲಾ ತರಹದ ವಾಲ್ ಟೈಲ್ಸ್ ಫ್ಲೋರಿಂಗ್ ಟೈಲ್ಸ್, ಪಾರ್ಕಿಂಗ್ ಟೈಲ್ಸ್, (263, 2252, 745, 2281)
slogan-bottom: ಕಾಡು ಬೆಳೆಸಿ – ನಾಡು ಉಳಿಸಿ (946, 1819, 1467, 1880)
ad-anjanadri-title: ಅಂಜನಾದ್ರಿ ಪ್ರಿಂಟರ್ಸ್ (1042, 1926, 1343, 1978)
ad-balaji-phone: ಮೊ : 9844035149, ಷಾಪ್ : 9008850149 (263, 2320, 745, 2346)
ad-balaji-owner-name (52, 2278, 248, 2313)
